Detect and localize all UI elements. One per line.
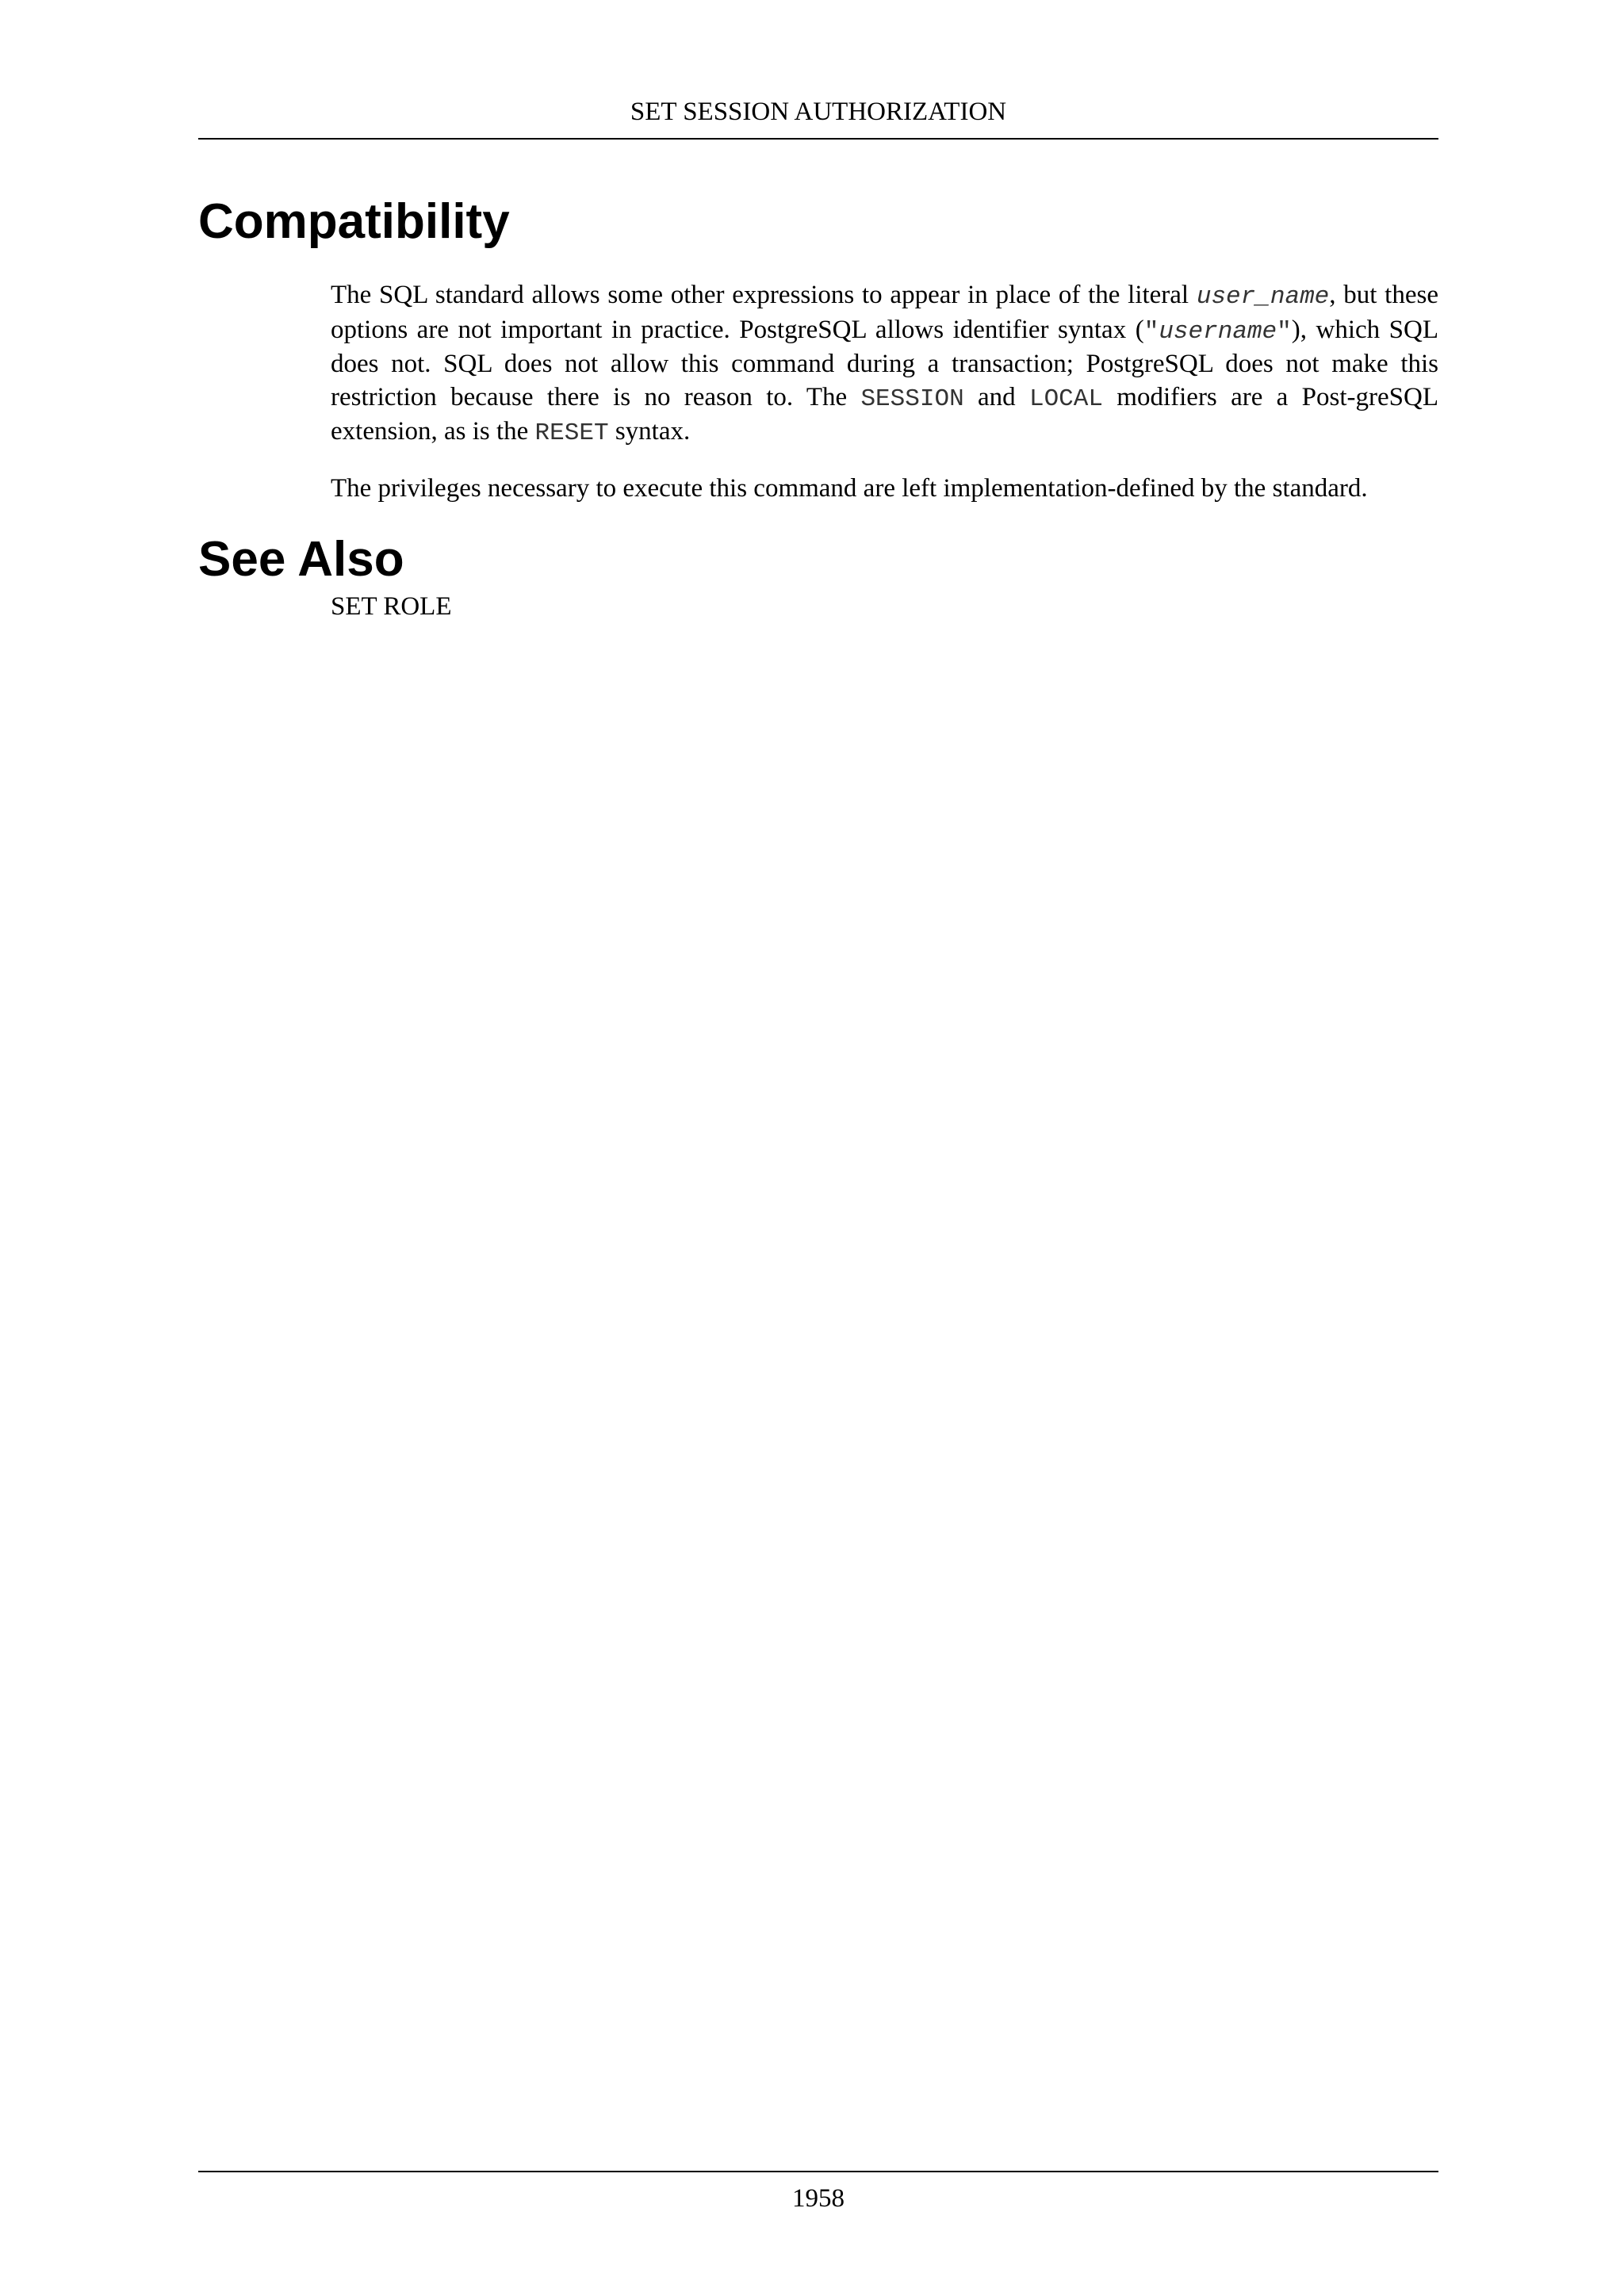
quote-close: "	[1277, 317, 1292, 346]
paragraph-text: The privileges necessary to execute this command are left implementation-defined by the standard.	[331, 474, 1368, 503]
text-run: , but these options are not important in practice. PostgreSQL allows identifier syntax (	[331, 281, 1438, 344]
compatibility-heading: Compatibility	[198, 194, 510, 249]
text-run: and	[963, 382, 1029, 411]
code-user-name: user_name	[1196, 283, 1330, 311]
code-username: username	[1159, 317, 1277, 346]
code-local: LOCAL	[1028, 385, 1103, 413]
compatibility-paragraph-1	[331, 279, 1438, 450]
see-also-list	[331, 591, 1438, 624]
text-run: ), which SQL does not. SQL does not allow this command during a transaction; PostgreSQL does not make this restriction because there is no reason to. The	[331, 315, 1438, 411]
see-also-link-set-role[interactable]: SET ROLE	[331, 592, 452, 621]
code-session: SESSION	[860, 385, 964, 413]
compatibility-paragraph-2	[331, 473, 1438, 506]
running-header	[198, 95, 1438, 140]
code-reset: RESET	[534, 419, 609, 447]
text-run: modifiers are a Post-greSQL extension, as is the	[331, 382, 1438, 446]
text-run: The SQL standard allows some other expressions to appear in place of the literal	[331, 281, 1197, 309]
page-number: 1958	[792, 2184, 845, 2213]
page-footer	[198, 2171, 1438, 2215]
text-run: syntax.	[608, 417, 691, 446]
see-also-heading: See Also	[198, 532, 404, 587]
quote-open: "	[1143, 317, 1159, 346]
running-title: SET SESSION AUTHORIZATION	[630, 98, 1007, 126]
